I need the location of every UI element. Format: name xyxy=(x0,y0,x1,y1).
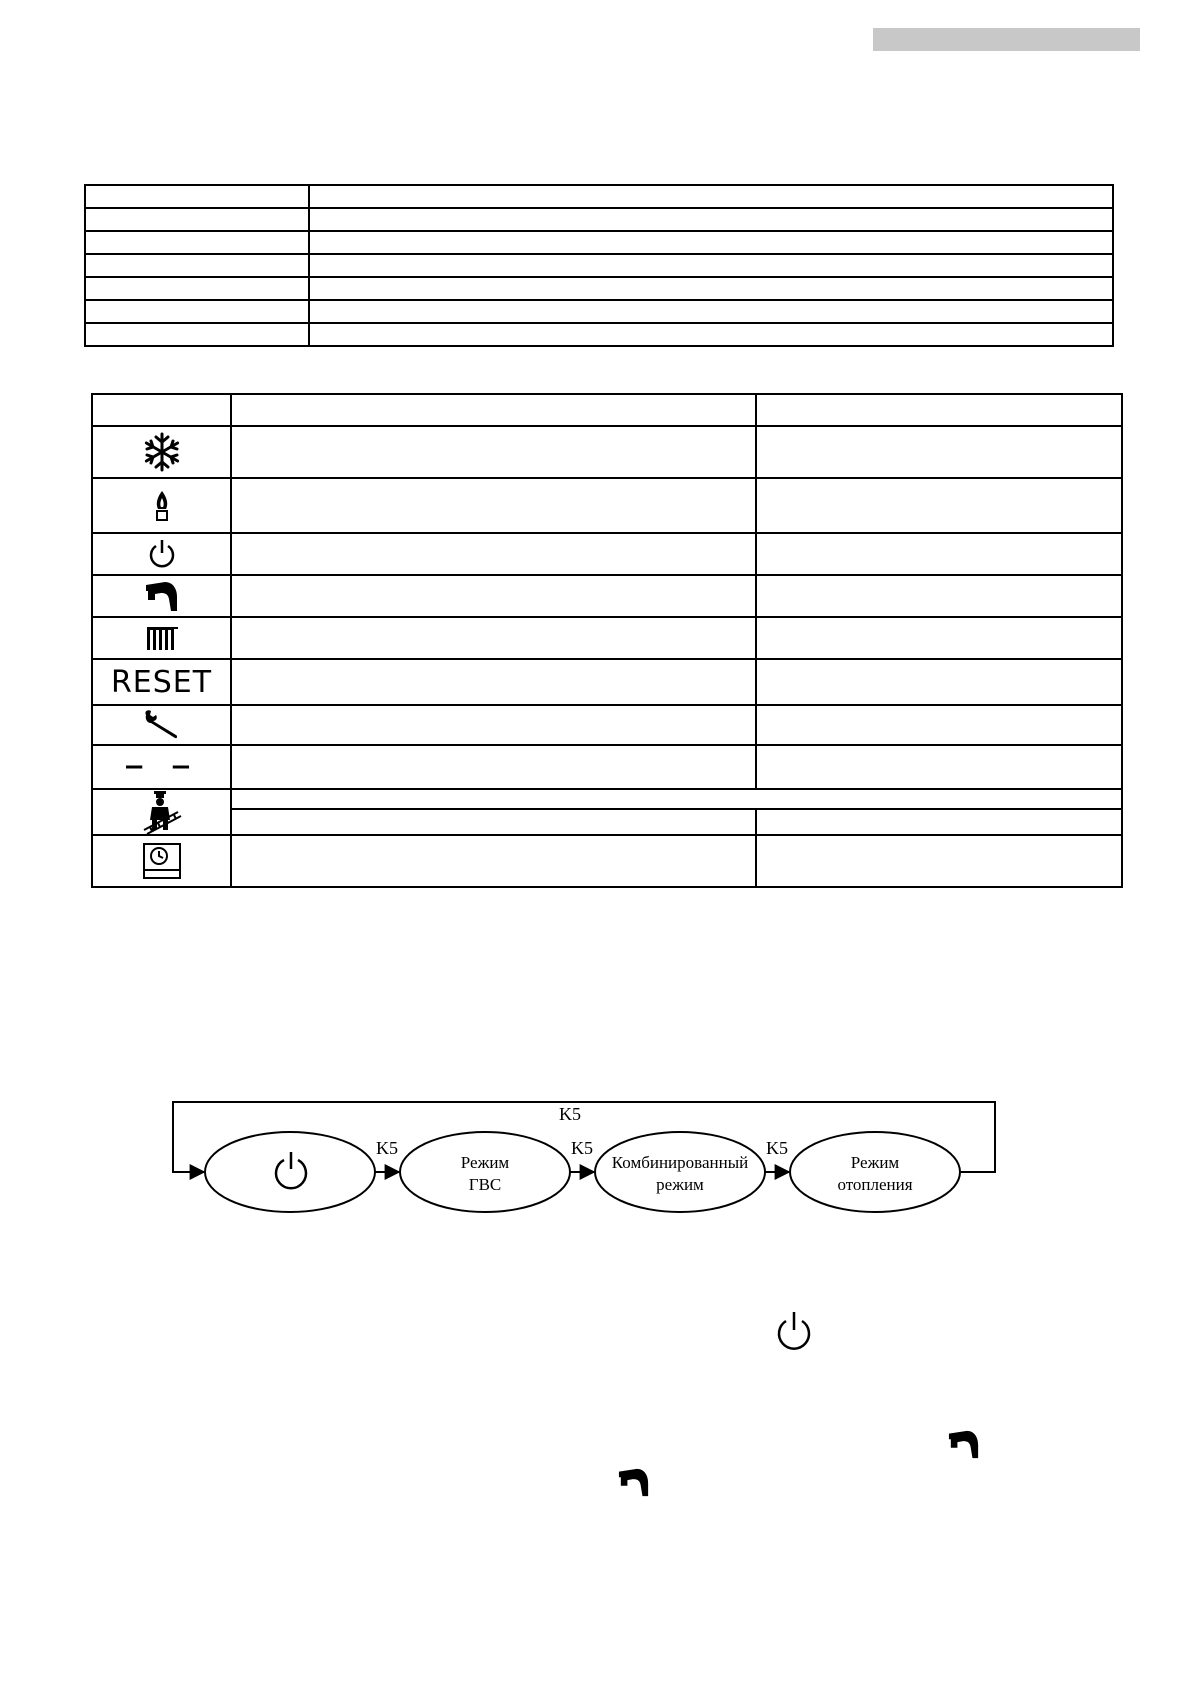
node-power xyxy=(205,1132,375,1212)
faucet-icon xyxy=(143,579,181,613)
node-dhw-mode-label-1: Режим xyxy=(460,1153,510,1172)
node-dhw-mode-label-2: ГВС xyxy=(468,1175,502,1194)
reset-label: RESET xyxy=(110,664,213,700)
table-row xyxy=(85,208,1113,231)
edge-3-label: K5 xyxy=(766,1138,788,1158)
node-combined-mode-label-1: Комбинированный xyxy=(611,1153,749,1172)
table-row xyxy=(85,323,1113,346)
table-row xyxy=(92,617,1122,659)
edge-2-label: K5 xyxy=(571,1138,593,1158)
flame-icon xyxy=(152,489,172,523)
power-icon xyxy=(776,1310,812,1350)
table-row xyxy=(92,705,1122,745)
node-dhw-mode xyxy=(400,1132,570,1212)
table-row xyxy=(92,789,1122,809)
table-row xyxy=(85,277,1113,300)
mode-flow-diagram xyxy=(165,1096,1000,1216)
table-row xyxy=(92,809,1122,835)
table-header-row xyxy=(92,394,1122,426)
table-row xyxy=(92,835,1122,887)
loop-label: K5 xyxy=(559,1104,581,1124)
table-row xyxy=(92,426,1122,478)
edge-1-label: K5 xyxy=(376,1138,398,1158)
table-row xyxy=(85,231,1113,254)
node-combined-mode xyxy=(595,1132,765,1212)
thermostat-clock-icon xyxy=(142,842,182,880)
node-heating-mode xyxy=(790,1132,960,1212)
wrench-icon xyxy=(142,709,182,741)
table-row xyxy=(92,659,1122,705)
table-row xyxy=(85,254,1113,277)
node-heating-mode-label-2: отопления xyxy=(837,1175,913,1194)
table-row xyxy=(92,575,1122,617)
table-row xyxy=(92,533,1122,575)
table-row xyxy=(92,745,1122,789)
node-combined-mode-label-2: режим xyxy=(656,1175,704,1194)
faucet-icon xyxy=(946,1428,982,1460)
chimney-sweep-icon xyxy=(140,790,184,834)
spec-table xyxy=(84,184,1114,347)
radiator-icon xyxy=(144,624,180,652)
faucet-icon xyxy=(616,1466,652,1498)
table-row xyxy=(92,478,1122,533)
dash-dash-label: − − xyxy=(123,752,200,782)
icon-legend-table xyxy=(91,393,1123,888)
table-row xyxy=(85,185,1113,208)
node-heating-mode-label-1: Режим xyxy=(850,1153,900,1172)
header-bar xyxy=(873,28,1140,51)
table-row xyxy=(85,300,1113,323)
power-icon xyxy=(147,538,177,570)
snowflake-icon xyxy=(142,432,182,472)
